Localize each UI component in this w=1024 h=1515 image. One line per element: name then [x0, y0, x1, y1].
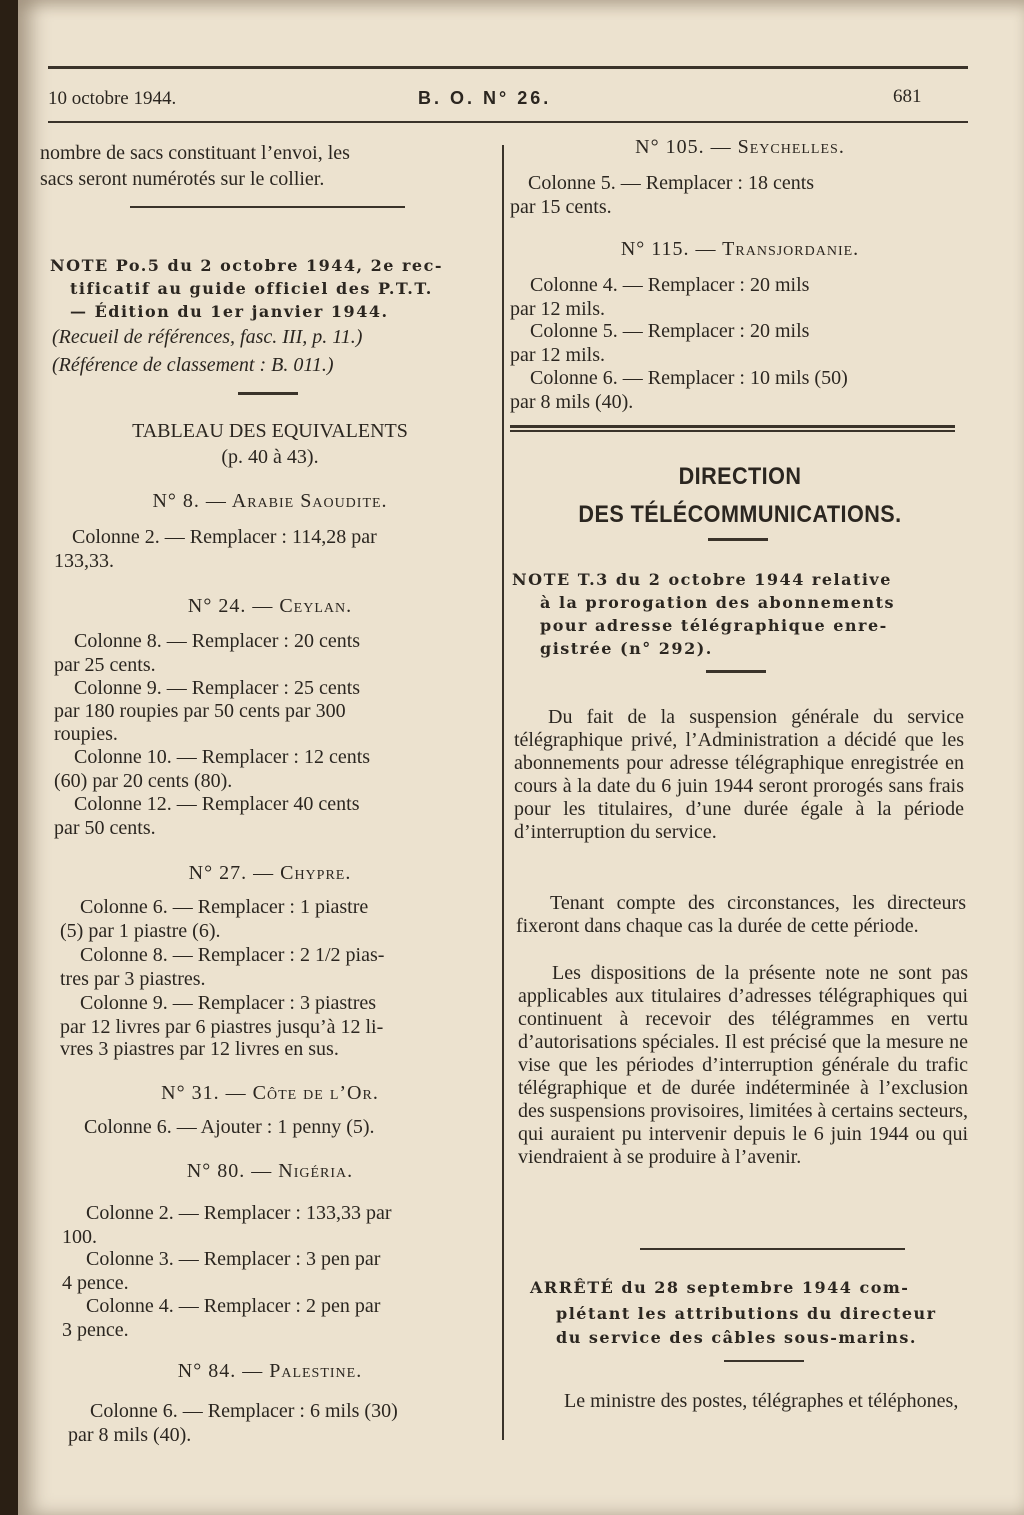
entry-line: Colonne 5. — Remplacer : 20 mils — [530, 320, 810, 342]
entry-line: Colonne 6. — Remplacer : 6 mils (30) — [90, 1400, 398, 1422]
body-paragraph: Du fait de la suspension générale du service télégraphique privé, l’Administration a décidé que les abonnements pour adresse télégraphique enregistrée en cours à la date du 6 juin 1944 seront prorogés sans frais pour les titulaires, d’une durée égale à la période d’interruption du service. — [514, 706, 964, 843]
table-title: TABLEAU DES EQUIVALENTS — [132, 420, 408, 442]
arrete-line: du service des câbles sous-marins. — [556, 1328, 917, 1347]
arrete-line: ARRÊTÉ du 28 septembre 1944 com- — [530, 1278, 910, 1297]
entry-line: Colonne 9. — Remplacer : 3 piastres — [80, 992, 377, 1014]
entry-line: (60) par 20 cents (80). — [54, 770, 233, 792]
entry-line: roupies. — [54, 723, 118, 745]
section-rule — [130, 206, 405, 208]
intro-line: sacs seront numérotés sur le collier. — [40, 168, 325, 190]
note-t3-line: pour adresse télégraphique enre- — [540, 616, 888, 635]
entry-line: Colonne 6. — Remplacer : 10 mils (50) — [530, 367, 848, 389]
classement-reference: (Référence de classement : B. 011.) — [52, 354, 334, 376]
header-top-rule — [48, 66, 968, 69]
entry-line: Colonne 8. — Remplacer : 2 1/2 pias- — [80, 944, 385, 966]
section-rule — [640, 1248, 905, 1250]
entry-line: 133,33. — [54, 550, 114, 572]
entry-line: Colonne 5. — Remplacer : 18 cents — [528, 172, 815, 194]
country-heading: N° 115. — Transjordanie. — [620, 238, 860, 260]
header-bulletin-title: B. O. N° 26. — [418, 88, 552, 108]
section-double-rule — [510, 425, 955, 432]
note-t3-line: NOTE T.3 du 2 octobre 1944 relative — [512, 570, 892, 589]
entry-line: Colonne 3. — Remplacer : 3 pen par — [86, 1248, 381, 1270]
note-t3-line: gistrée (n° 292). — [540, 639, 713, 658]
entry-line: Colonne 2. — Remplacer : 114,28 par — [72, 526, 377, 548]
entry-line: Colonne 8. — Remplacer : 20 cents — [74, 630, 361, 652]
entry-line: Colonne 4. — Remplacer : 20 mils — [530, 274, 810, 296]
note-po5-line: — Édition du 1er janvier 1944. — [70, 302, 389, 321]
intro-line: nombre de sacs constituant l’envoi, les — [40, 142, 350, 164]
entry-line: par 12 mils. — [510, 344, 605, 366]
section-rule — [724, 1360, 804, 1362]
header-date: 10 octobre 1944. — [48, 88, 177, 109]
entry-line: Colonne 10. — Remplacer : 12 cents — [74, 746, 371, 768]
entry-line: 100. — [62, 1226, 97, 1248]
section-rule — [238, 392, 298, 395]
note-po5-line: NOTE Po.5 du 2 octobre 1944, 2e rec- — [50, 256, 443, 275]
direction-title: DES TÉLÉCOMMUNICATIONS. — [578, 501, 902, 528]
ministre-paragraph: Le ministre des postes, télégraphes et téléphones, — [564, 1390, 959, 1412]
entry-line: par 25 cents. — [54, 654, 156, 676]
note-po5-line: tificatif au guide officiel des P.T.T. — [70, 279, 433, 298]
entry-line: Colonne 4. — Remplacer : 2 pen par — [86, 1295, 381, 1317]
header-bottom-rule — [48, 121, 968, 123]
entry-line: Colonne 12. — Remplacer 40 cents — [74, 793, 360, 815]
entry-line: (5) par 1 piastre (6). — [60, 920, 221, 942]
entry-line: Colonne 9. — Remplacer : 25 cents — [74, 677, 361, 699]
entry-line: Colonne 6. — Remplacer : 1 piastre — [80, 896, 369, 918]
entry-line: par 15 cents. — [510, 196, 612, 218]
note-t3-line: à la prorogation des abonnements — [540, 593, 895, 612]
entry-line: vres 3 piastres par 12 livres en sus. — [60, 1038, 339, 1060]
entry-line: par 8 mils (40). — [68, 1424, 192, 1446]
header-page-number: 681 — [893, 86, 922, 107]
entry-line: par 12 mils. — [510, 298, 605, 320]
section-rule — [708, 538, 768, 541]
country-heading: N° 105. — Seychelles. — [635, 136, 845, 158]
entry-line: Colonne 6. — Ajouter : 1 penny (5). — [84, 1116, 375, 1138]
document-page — [18, 0, 1024, 1515]
entry-line: 4 pence. — [62, 1272, 129, 1294]
country-heading: N° 31. — Côte de l’Or. — [161, 1082, 379, 1104]
body-paragraph: Les dispositions de la présente note ne sont pas applicables aux titulaires d’adresses télégraphiques qui continuent à recevoir des télégrammes en vertu d’autorisations spéciales. Il est précisé que la mesure ne vise que les périodes d’interruption générale du trafic télégraphique et de durée indéterminée à l’exclusion des suspensions provisoires, limitées à certains secteurs, qui auraient pu intervenir depuis le 6 juin 1944 ou qui viendraient à se produire à l’avenir. — [518, 962, 968, 1168]
direction-title: DIRECTION — [678, 463, 802, 490]
entry-line: par 8 mils (40). — [510, 391, 634, 413]
entry-line: 3 pence. — [62, 1319, 129, 1341]
entry-line: Colonne 2. — Remplacer : 133,33 par — [86, 1202, 392, 1224]
column-divider — [502, 145, 504, 1440]
country-heading: N° 24. — Ceylan. — [187, 595, 353, 617]
arrete-line: plétant les attributions du directeur — [556, 1304, 937, 1323]
country-heading: N° 80. — Nigéria. — [186, 1160, 354, 1182]
entry-line: par 180 roupies par 50 cents par 300 — [54, 700, 346, 722]
entry-line: tres par 3 piastres. — [60, 968, 206, 990]
country-heading: N° 84. — Palestine. — [177, 1360, 363, 1382]
recueil-reference: (Recueil de références, fasc. III, p. 11.) — [52, 326, 363, 348]
country-heading: N° 8. — Arabie Saoudite. — [152, 490, 388, 512]
table-pages: (p. 40 à 43). — [221, 446, 319, 468]
body-paragraph: Tenant compte des circonstances, les directeurs fixeront dans chaque cas la durée de cette période. — [516, 892, 966, 937]
entry-line: par 12 livres par 6 piastres jusqu’à 12 li- — [60, 1016, 384, 1038]
country-heading: N° 27. — Chypre. — [188, 862, 352, 884]
entry-line: par 50 cents. — [54, 817, 156, 839]
section-rule — [706, 670, 766, 673]
